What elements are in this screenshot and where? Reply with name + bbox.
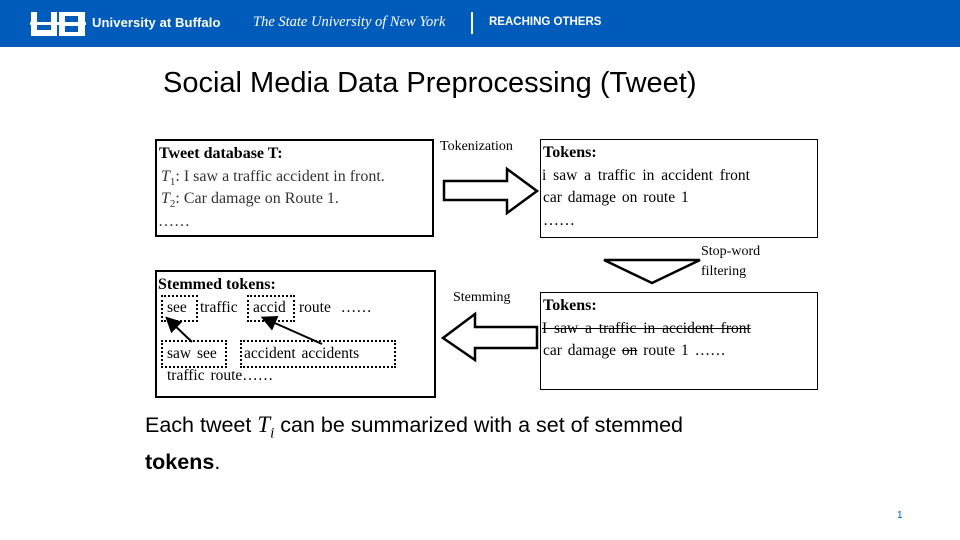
university-name: University at Buffalo [92, 15, 221, 30]
summary-var: T [257, 412, 271, 437]
tokens-ellipsis: …… [543, 212, 575, 229]
page-number: 1 [897, 510, 903, 521]
tweet-t2: $T_2$: Car damage on Route 1. [161, 190, 339, 211]
filtered-tokens-line2: car damage on route 1 …… [543, 342, 726, 359]
tokens-line2: car damage on route 1 [543, 189, 689, 206]
word-accidents: accident accidents [244, 345, 360, 362]
tokens-heading: Tokens: [543, 144, 597, 161]
filtered-tokens-heading: Tokens: [543, 297, 597, 314]
label-stopword-1: Stop-word [701, 244, 761, 259]
stemmed-route: route …… [299, 299, 372, 316]
stemmed-traffic: traffic [200, 299, 238, 316]
word-traffic-route: traffic route…… [167, 367, 274, 384]
stemmed-heading: Stemmed tokens: [158, 276, 276, 293]
tokenization-arrow-icon [444, 169, 537, 213]
summary-bold: tokens [145, 450, 215, 475]
label-stopword-2: filtering [701, 264, 747, 279]
tweet-db-heading: Tweet database T: [159, 145, 283, 162]
stem-arrow-see-icon [171, 322, 192, 342]
summary-sub: i [270, 425, 275, 442]
slide-title: Social Media Data Preprocessing (Tweet) [163, 67, 697, 99]
filtered-tokens-line1: I saw a traffic in accident front [542, 320, 751, 337]
tweet-db-ellipsis: …… [158, 213, 190, 230]
stemmed-see: see [167, 299, 187, 316]
stemmed-accid: accid [253, 299, 286, 316]
header-tagline: REACHING OTHERS [489, 16, 602, 28]
tokens-line1: i saw a traffic in accident front [542, 167, 750, 184]
label-stemming: Stemming [453, 290, 511, 305]
summary-text: Each tweet $T_i$ can be summarized with a set of stemmed tokens. [145, 412, 683, 475]
suny-name: The State University of New York [253, 14, 446, 30]
stemming-arrow-icon [443, 314, 537, 360]
tweet-t1: $T_1$: I saw a traffic accident in front. [161, 168, 385, 189]
stopword-arrow-icon [604, 260, 700, 283]
label-tokenization: Tokenization [440, 139, 513, 154]
word-saw-see: saw see [167, 345, 217, 362]
stem-arrow-accid-icon [268, 320, 322, 344]
